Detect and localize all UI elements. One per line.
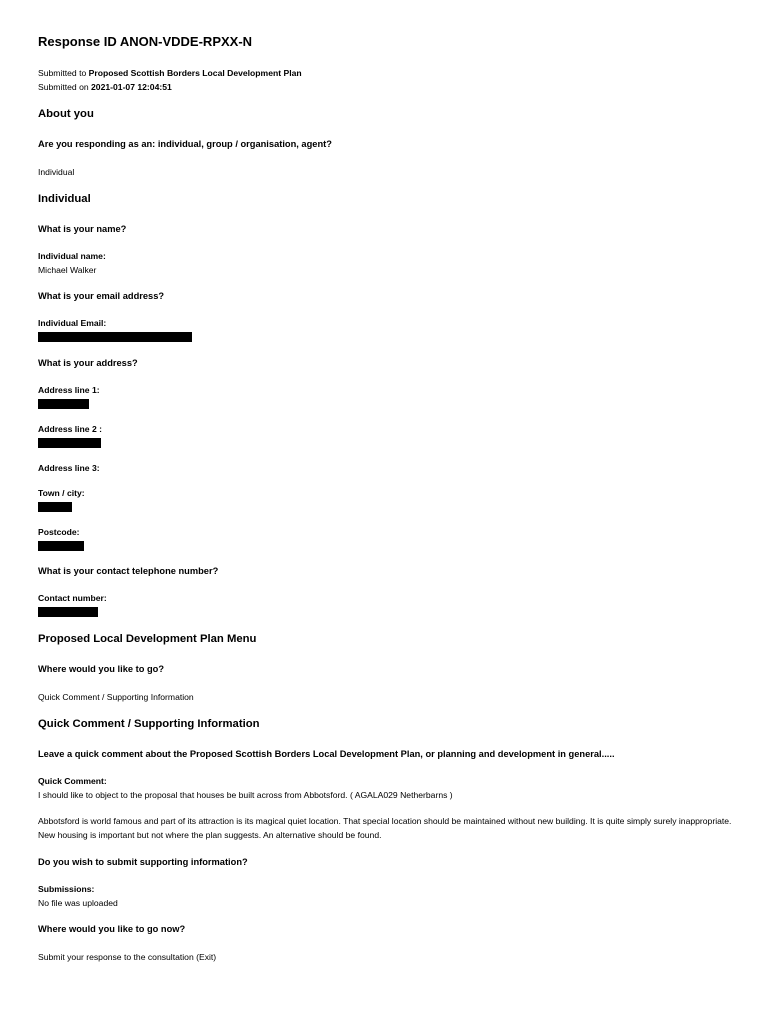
quick-comment-heading: Quick Comment / Supporting Information <box>38 718 260 730</box>
menu-answer: Quick Comment / Supporting Information <box>38 692 194 702</box>
town-label: Town / city: <box>38 488 85 498</box>
address-line2-label: Address line 2 : <box>38 424 102 434</box>
address-line1-redaction <box>38 399 89 409</box>
submitted-to-value: Proposed Scottish Borders Local Development Plan <box>88 68 302 78</box>
name-label: Individual name: <box>38 251 106 261</box>
quick-comment-question: Leave a quick comment about the Proposed Scottish Borders Local Development Plan, or planning and development in general..... <box>38 749 615 759</box>
address-line1-label: Address line 1: <box>38 385 100 395</box>
quick-comment-line1: I should like to object to the proposal that houses be built across from Abbotsford. ( AGALA029 Netherbarns ) <box>38 790 453 800</box>
individual-heading: Individual <box>38 193 91 205</box>
submitted-to-prefix: Submitted to <box>38 68 89 78</box>
phone-question: What is your contact telephone number? <box>38 566 219 576</box>
quick-comment-paragraph: Abbotsford is world famous and part of its attraction is its magical quiet location. That special location should be maintained without new building. It is quite simply surely inappropriate. New housing is important but not where the plan suggests. An alternative should be found. <box>38 816 732 840</box>
postcode-label: Postcode: <box>38 527 80 537</box>
address-line2-redaction <box>38 438 101 448</box>
email-label: Individual Email: <box>38 318 107 328</box>
respondent-type-question: Are you responding as an: individual, group / organisation, agent? <box>38 139 332 149</box>
address-question: What is your address? <box>38 358 138 368</box>
submitted-on-prefix: Submitted on <box>38 82 92 92</box>
name-question: What is your name? <box>38 224 127 234</box>
name-value: Michael Walker <box>38 265 97 275</box>
menu-heading: Proposed Local Development Plan Menu <box>38 633 257 645</box>
submissions-label: Submissions: <box>38 884 95 894</box>
postcode-redaction <box>38 541 84 551</box>
submitted-on-value: 2021-01-07 12:04:51 <box>91 82 172 92</box>
next-step-question: Where would you like to go now? <box>38 924 186 934</box>
address-line3-label: Address line 3: <box>38 463 100 473</box>
email-redaction <box>38 332 192 342</box>
supporting-info-question: Do you wish to submit supporting information? <box>38 857 248 867</box>
menu-question: Where would you like to go? <box>38 664 165 674</box>
next-step-answer: Submit your response to the consultation (Exit) <box>38 952 217 962</box>
submitted-to <box>38 68 302 78</box>
submitted-on <box>38 82 172 92</box>
submissions-value: No file was uploaded <box>38 898 118 908</box>
response-title: Response ID ANON-VDDE-RPXX-N <box>38 34 253 49</box>
town-redaction <box>38 502 72 512</box>
phone-redaction <box>38 607 98 617</box>
quick-comment-label: Quick Comment: <box>38 776 107 786</box>
email-question: What is your email address? <box>38 291 165 301</box>
about-you-heading: About you <box>38 108 94 120</box>
phone-label: Contact number: <box>38 593 107 603</box>
respondent-type-answer: Individual <box>38 167 75 177</box>
